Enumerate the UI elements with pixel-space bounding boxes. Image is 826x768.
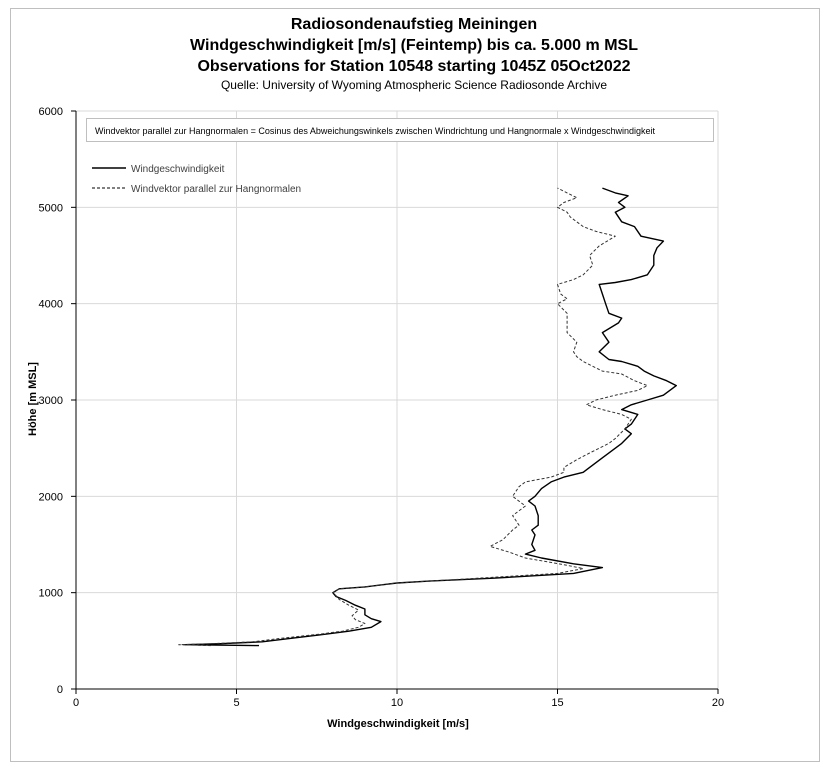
chart-title-line-2: Windgeschwindigkeit [m/s] (Feintemp) bis ca. 5.000 m MSL — [190, 37, 638, 54]
legend-label-2: Windvektor parallel zur Hangnormalen — [131, 184, 302, 195]
x-axis-label: Windgeschwindigkeit [m/s] — [327, 718, 469, 730]
chart-subtitle: Quelle: University of Wyoming Atmospheric Science Radiosonde Archive — [220, 78, 608, 92]
annotation-box: Windvektor parallel zur Hangnormalen = Cosinus des Abweichungswinkels zwischen Windrichtung und Hangnormale x Windgeschwindigkeit — [86, 118, 714, 142]
chart-title-line-1: Radiosondenaufstieg Meiningen — [290, 16, 538, 33]
x-tick-label: 20 — [711, 697, 725, 709]
tick-labels — [39, 106, 725, 709]
series-line-2 — [179, 188, 648, 645]
y-tick-label: 4000 — [38, 298, 63, 311]
legend[interactable] — [92, 164, 301, 195]
y-tick-label: 6000 — [38, 106, 63, 118]
y-tick-label: 3000 — [38, 395, 63, 407]
legend-label-1: Windgeschwindigkeit — [131, 164, 225, 175]
y-tick-label: 2000 — [38, 491, 63, 504]
series-line-1 — [185, 188, 676, 645]
y-axis-label: Höhe [m MSL] — [27, 362, 39, 436]
y-tick-label: 5000 — [38, 202, 63, 215]
y-tick-label: 1000 — [38, 587, 63, 600]
chart-title-line-3: Observations for Station 10548 starting 1045Z 05Oct2022 — [197, 58, 631, 75]
x-tick-label: 0 — [72, 697, 80, 709]
x-tick-label: 5 — [233, 697, 240, 709]
y-tick-label: 0 — [56, 684, 63, 696]
series-group — [179, 188, 677, 645]
gridlines — [76, 111, 718, 689]
axes — [71, 111, 718, 694]
x-tick-label: 10 — [390, 697, 404, 709]
x-tick-label: 15 — [551, 697, 564, 709]
